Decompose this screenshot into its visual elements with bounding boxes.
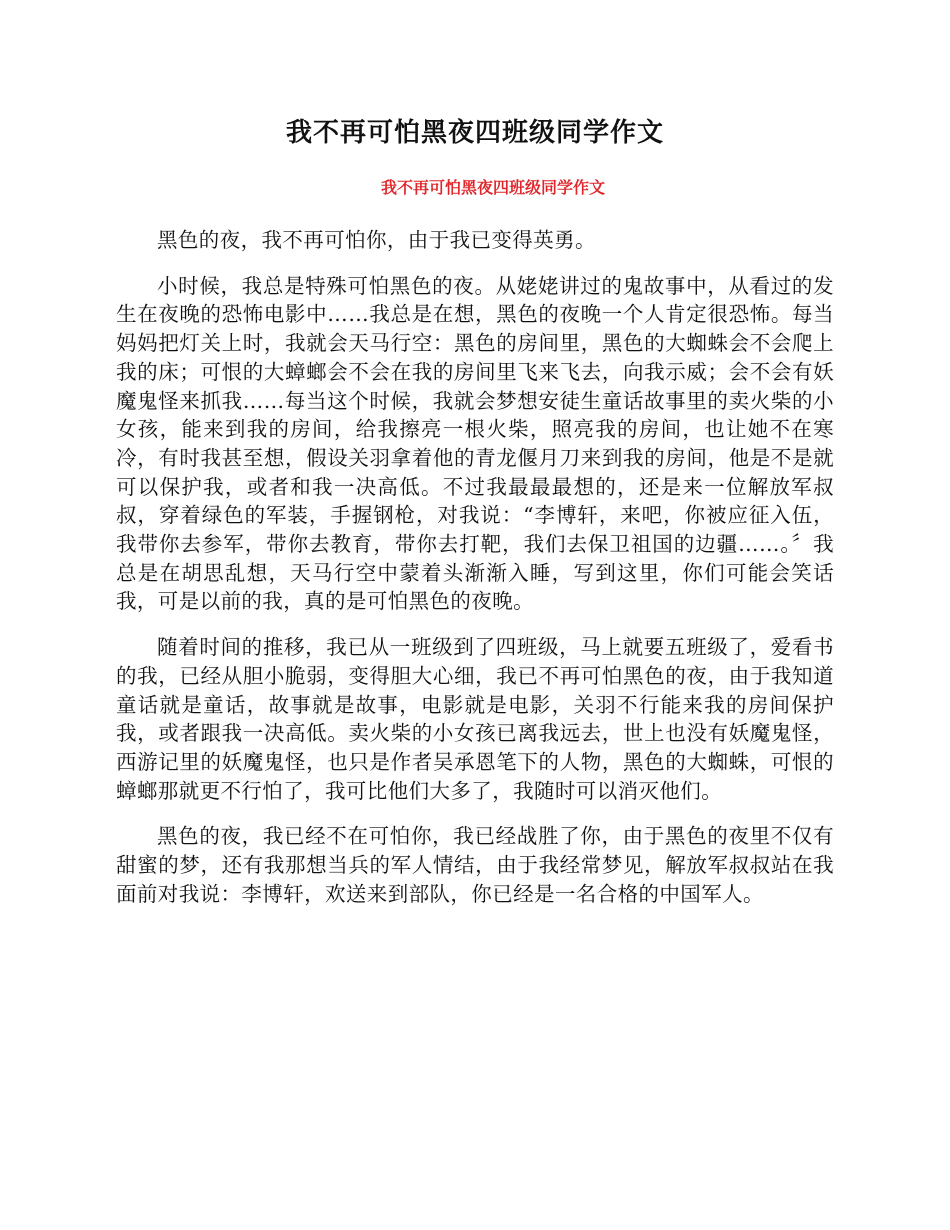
document-subtitle: 我不再可怕黑夜四班级同学作文 (380, 178, 605, 197)
paragraph-1: 黑色的夜，我不再可怕你，由于我已变得英勇。 (157, 228, 596, 252)
document-title: 我不再可怕黑夜四班级同学作文 (285, 118, 664, 148)
paragraph-4: 黑色的夜，我已经不在可怕你，我已经战胜了你，由于黑色的夜里不仅有甜蜜的梦，还有我那想当兵的军人情结，由于我经常梦见，解放军叔叔站在我面前对我说：李博轩，欢送来到部队，你已经是一名合格的中国军人。 (116, 824, 834, 906)
paragraph-2: 小时候，我总是特殊可怕黑色的夜。从姥姥讲过的鬼故事中，从看过的发生在夜晚的恐怖电影中……我总是在想，黑色的夜晚一个人肯定很恐怖。每当妈妈把灯关上时，我就会天马行空：黑色的房间里，黑色的大蜘蛛会不会爬上我的床；可恨的大蟑螂会不会在我的房间里飞来飞去，向我示威；会不会有妖魔鬼怪来抓我……每当这个时候，我就会梦想安徒生童话故事里的卖火柴的小女孩，能来到我的房间，给我擦亮一根火柴，照亮我的房间，也让她不在寒冷，有时我甚至想，假设关羽拿着他的青龙偃月刀来到我的房间，他是不是就可以保护我，或者和我一决高低。不过我最最最想的，还是来一位解放军叔叔，穿着绿色的军装，手握钢枪，对我说：“李博轩，来吧，你被应征入伍，我带你去参军，带你去教育，带你去打靶，我们去保卫祖国的边疆……。〞我总是在胡思乱想，天马行空中蒙着头渐渐入睡，写到这里，你们可能会笑话我，可是以前的我，真的是可怕黑色的夜晚。 (116, 273, 834, 614)
paragraph-3: 随着时间的推移，我已从一班级到了四班级，马上就要五班级了，爱看书的我，已经从胆小脆弱，变得胆大心细，我已不再可怕黑色的夜，由于我知道童话就是童话，故事就是故事，电影就是电影，关羽不行能来我的房间保护我，或者跟我一决高低。卖火柴的小女孩已离我远去，世上也没有妖魔鬼怪，西游记里的妖魔鬼怪，也只是作者吴承恩笔下的人物，黑色的大蜘蛛，可恨的蟑螂那就更不行怕了，我可比他们大多了，我随时可以消灭他们。 (116, 635, 834, 803)
essay-body (116, 226, 834, 925)
